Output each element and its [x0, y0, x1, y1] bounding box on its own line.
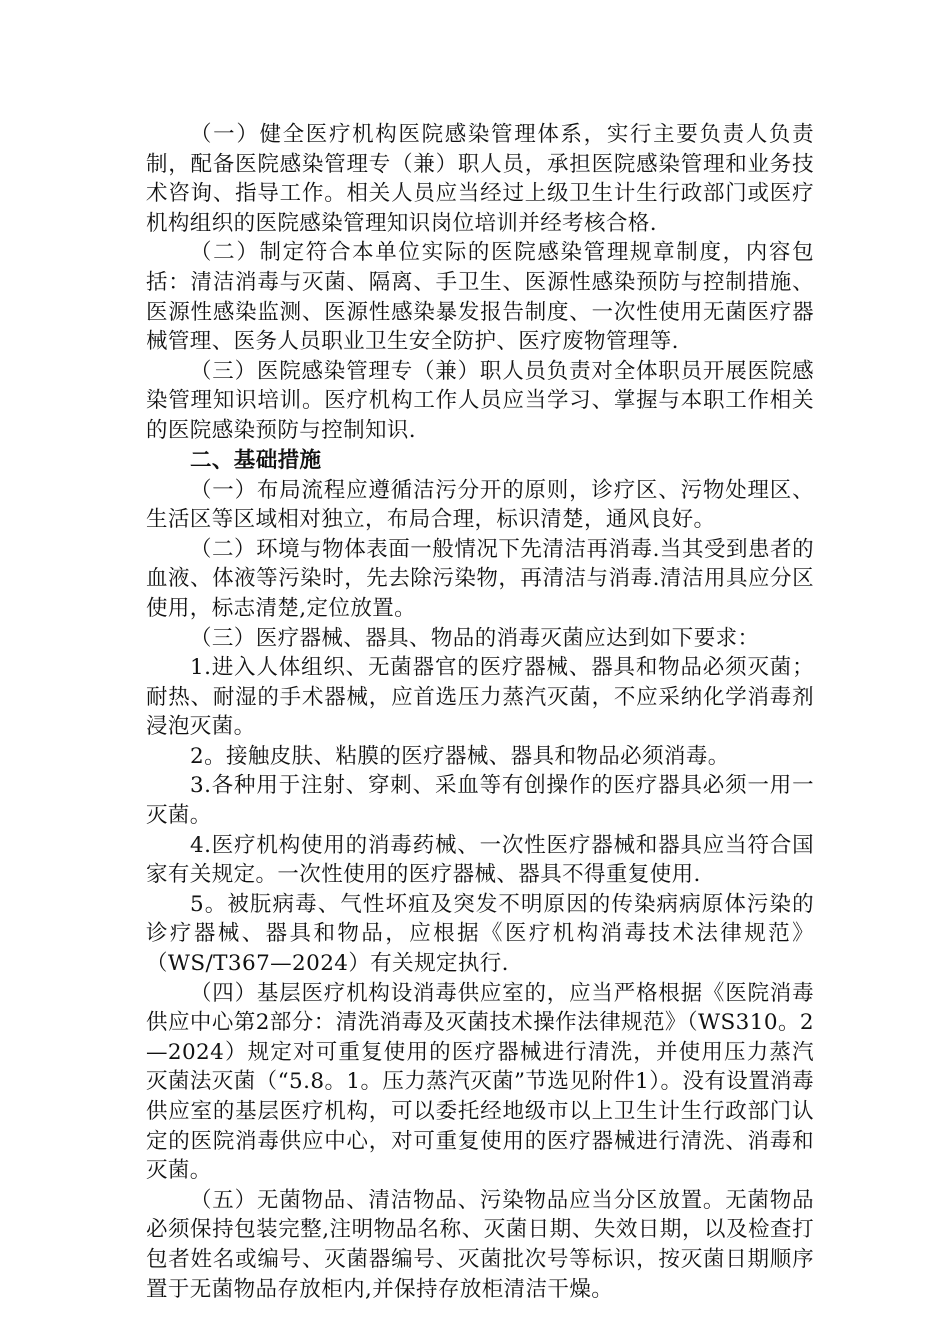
paragraph: （一）健全医疗机构医院感染管理体系，实行主要负责人负责制，配备医院感染管理专（兼）职人员，承担医院感染管理和业务技术咨询、指导工作。相关人员应当经过上级卫生计生行政部门或医疗机构组织的医院感染管理知识岗位培训并经考核合格. [146, 122, 814, 236]
paragraph: （五）无菌物品、清洁物品、污染物品应当分区放置。无菌物品必须保持包装完整,注明物品名称、灭菌日期、失效日期，以及检查打包者姓名或编号、灭菌器编号、灭菌批次号等标识，按灭菌日期顺序置于无菌物品存放柜内,并保持存放柜清洁干燥。 [146, 1187, 814, 1302]
section-heading: 二、基础措施 [190, 447, 322, 473]
paragraph: （三）医疗器械、器具、物品的消毒灭菌应达到如下要求： [190, 625, 760, 651]
paragraph: （四）基层医疗机构设消毒供应室的，应当严格根据《医院消毒供应中心第2部分：清洗消毒及灭菌技术操作法律规范》（WS310。2—2024）规定对可重复使用的医疗器械进行清洗，并使用压力蒸汽灭菌法灭菌（“5.8。1。压力蒸汽灭菌”节选见附件1）。没有设置消毒供应室的基层医疗机构，可以委托经地级市以上卫生计生行政部门认定的医院消毒供应中心，对可重复使用的医疗器械进行清洗、消毒和灭菌。 [146, 980, 814, 1184]
paragraph: （三）医院感染管理专（兼）职人员负责对全体职员开展医院感染管理知识培训。医疗机构工作人员应当学习、掌握与本职工作相关的医院感染预防与控制知识. [146, 358, 814, 443]
list-item: 5。被朊病毒、气性坏疽及突发不明原因的传染病病原体污染的诊疗器械、器具和物品，应根据《医疗机构消毒技术法律规范》（WS/T367—2024）有关规定执行. [146, 891, 814, 977]
paragraph: （二）环境与物体表面一般情况下先清洁再消毒.当其受到患者的血液、体液等污染时，先去除污染物，再清洁与消毒.清洁用具应分区使用，标志清楚,定位放置。 [146, 536, 814, 621]
list-item: 4.医疗机构使用的消毒药械、一次性医疗器械和器具应当符合国家有关规定。一次性使用的医疗器械、器具不得重复使用. [146, 832, 814, 888]
list-item: 3.各种用于注射、穿刺、采血等有创操作的医疗器具必须一用一灭菌。 [146, 773, 814, 829]
paragraph: （一）布局流程应遵循洁污分开的原则，诊疗区、污物处理区、生活区等区域相对独立，布局合理，标识清楚，通风良好。 [146, 477, 814, 533]
paragraph: （二）制定符合本单位实际的医院感染管理规章制度，内容包括：清洁消毒与灭菌、隔离、手卫生、医源性感染预防与控制措施、医源性感染监测、医源性感染暴发报告制度、一次性使用无菌医疗器械管理、医务人员职业卫生安全防护、医疗废物管理等. [146, 240, 814, 355]
list-item: 1.进入人体组织、无菌器官的医疗器械、器具和物品必须灭菌；耐热、耐湿的手术器械，应首选压力蒸汽灭菌，不应采纳化学消毒剂浸泡灭菌。 [146, 655, 814, 740]
list-item: 2。接触皮肤、粘膜的医疗器械、器具和物品必须消毒。 [190, 743, 730, 769]
